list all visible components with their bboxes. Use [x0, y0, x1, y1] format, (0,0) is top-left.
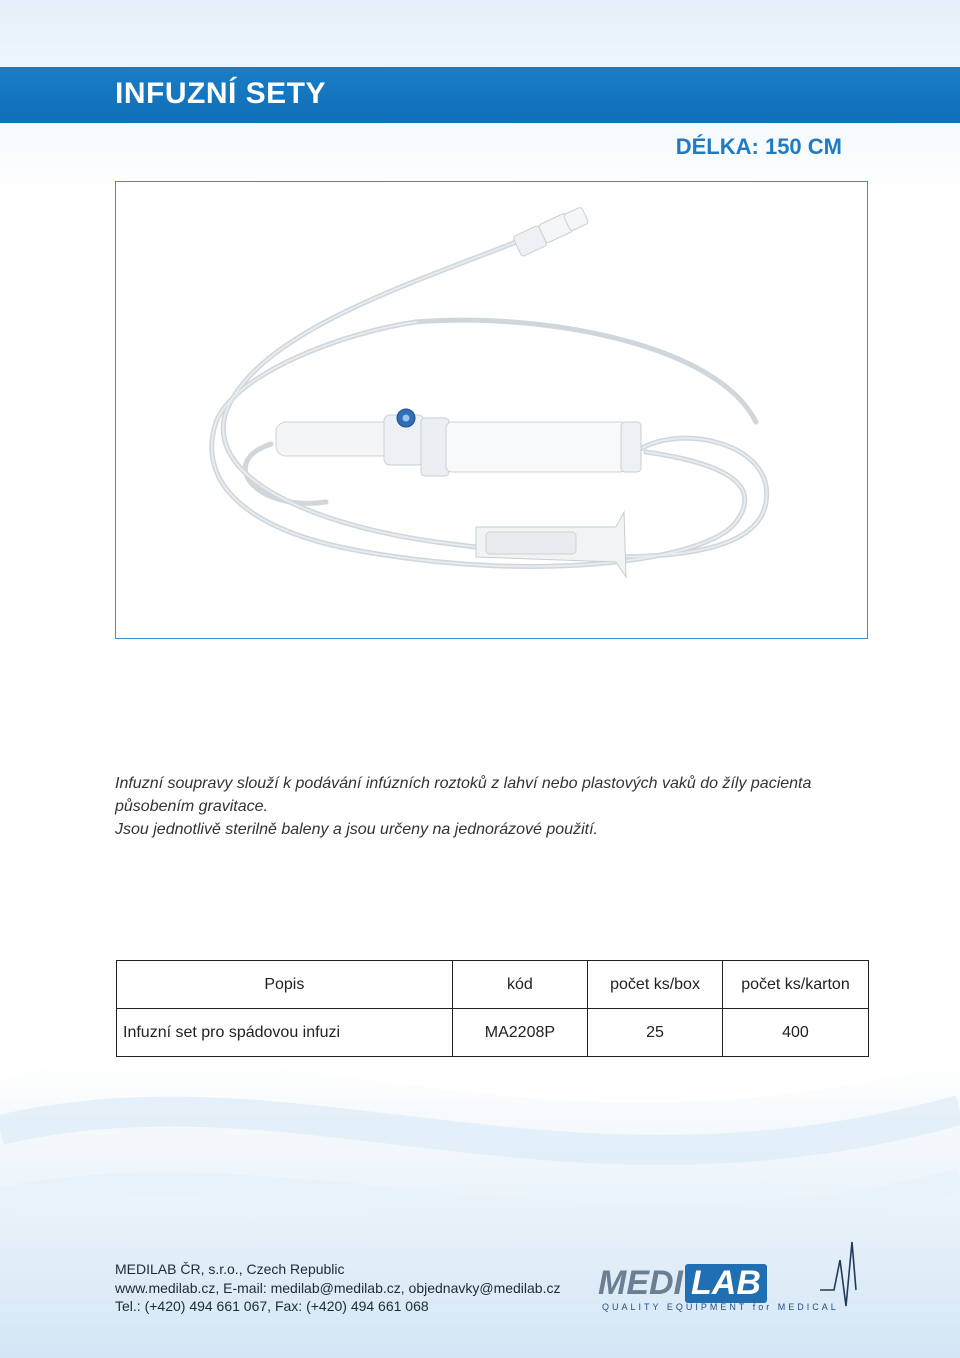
logo-wordmark [598, 1264, 767, 1303]
footer-phone: Tel.: (+420) 494 661 067, Fax: (+420) 494 661 068 [115, 1298, 429, 1314]
cell-popis: Infuzní set pro spádovou infuzi [117, 1009, 453, 1057]
pulse-icon [820, 1240, 860, 1310]
logo-medi: MEDI [598, 1264, 683, 1302]
product-photo [115, 181, 868, 639]
header-bar [0, 67, 960, 123]
cell-kod: MA2208P [452, 1009, 587, 1057]
header-popis: Popis [117, 961, 453, 1009]
header-pocet-box: počet ks/box [588, 961, 723, 1009]
footer-web-email: www.medilab.cz, E-mail: medilab@medilab.cz, objednavky@medilab.cz [115, 1279, 561, 1296]
page-title: INFUZNÍ SETY [115, 77, 327, 110]
infusion-set-illustration [116, 182, 869, 640]
footer-contact [115, 1260, 560, 1316]
medilab-logo [598, 1240, 878, 1318]
cell-pocet-box: 25 [588, 1009, 723, 1057]
description-line-1: Infuzní soupravy slouží k podávání infúzních roztoků z lahví nebo plastových vaků do žíly pacienta [115, 775, 812, 792]
footer-company: MEDILAB ČR, s.r.o., Czech Republic [115, 1261, 345, 1277]
spec-table [116, 960, 869, 1057]
table-header-row [117, 961, 869, 1009]
length-label: DÉLKA: 150 CM [675, 134, 842, 159]
table-row [117, 1009, 869, 1057]
header-kod: kód [452, 961, 587, 1009]
description-line-3: Jsou jednotlivě sterilně baleny a jsou určeny na jednorázové použití. [115, 821, 598, 838]
logo-lab: LAB [685, 1264, 767, 1303]
description-line-2: působením gravitace. [115, 798, 268, 815]
product-description [115, 772, 875, 841]
logo-tagline: QUALITY EQUIPMENT for MEDICAL [602, 1302, 839, 1312]
header-pocet-karton: počet ks/karton [722, 961, 868, 1009]
cell-pocet-karton: 400 [722, 1009, 868, 1057]
